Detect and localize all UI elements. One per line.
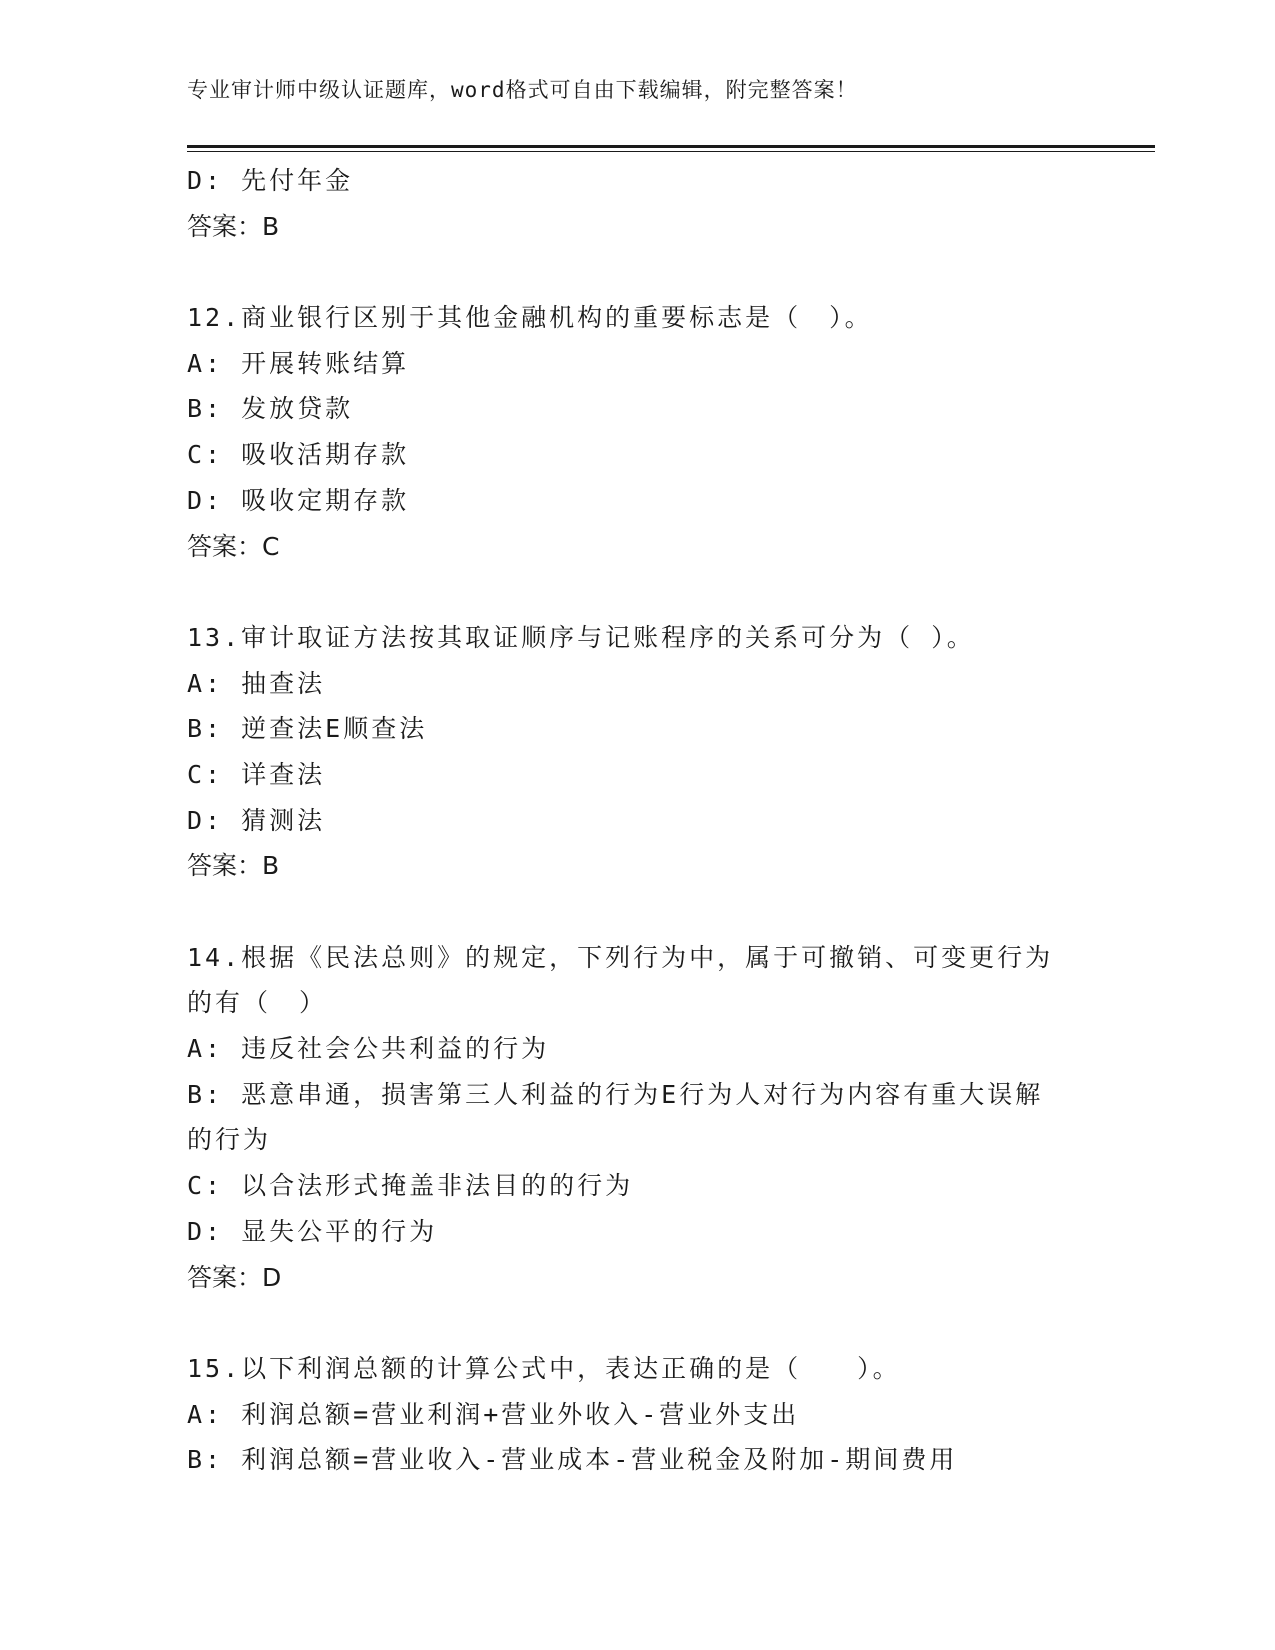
- spacer: [187, 249, 1087, 295]
- question-list: [187, 158, 1087, 1483]
- spacer: [187, 1300, 1087, 1346]
- option-line: D: 猜测法: [187, 805, 326, 835]
- answer-line: 答案：B: [187, 851, 280, 881]
- option-line: B: 恶意串通，损害第三人利益的行为E行为人对行为内容有重大误解: [187, 1079, 1044, 1109]
- spacer: [187, 889, 1087, 935]
- option-line: C: 以合法形式掩盖非法目的的行为: [187, 1171, 634, 1201]
- option-line: C: 详查法: [187, 759, 326, 789]
- option-line: A: 抽查法: [187, 668, 326, 698]
- question-14-line: 14.根据《民法总则》的规定，下列行为中，属于可撤销、可变更行为: [187, 942, 1054, 972]
- question-14-line-cont: 的有（ ）: [187, 988, 328, 1018]
- option-line: D: 吸收定期存款: [187, 485, 410, 515]
- option-line: A: 违反社会公共利益的行为: [187, 1034, 550, 1064]
- question-12-line: 12.商业银行区别于其他金融机构的重要标志是（ ）。: [187, 303, 873, 333]
- option-line: B: 利润总额=营业收入-营业成本-营业税金及附加-期间费用: [187, 1445, 958, 1475]
- header-rule-thin: [187, 151, 1155, 152]
- option-line: A: 开展转账结算: [187, 348, 410, 378]
- spacer: [187, 569, 1087, 615]
- option-line: D: 先付年金: [187, 166, 354, 195]
- answer-line: 答案：C: [187, 531, 280, 561]
- question-13-line: 13.审计取证方法按其取证顺序与记账程序的关系可分为（ ）。: [187, 622, 975, 652]
- option-line: A: 利润总额=营业利润+营业外收入-营业外支出: [187, 1399, 800, 1429]
- option-line: B: 发放贷款: [187, 394, 354, 424]
- question-15-line: 15.以下利润总额的计算公式中，表达正确的是（ ）。: [187, 1353, 901, 1383]
- option-line: D: 显失公平的行为: [187, 1216, 438, 1246]
- answer-line: 答案：D: [187, 1262, 282, 1292]
- page-header: 专业审计师中级认证题库，word格式可自由下载编辑，附完整答案！: [187, 78, 858, 102]
- header-rule-thick: [187, 145, 1155, 148]
- option-line: C: 吸收活期存款: [187, 440, 410, 470]
- answer-line: 答案：B: [187, 211, 280, 241]
- option-line-cont: 的行为: [187, 1125, 272, 1155]
- option-line: B: 逆查法E顺查法: [187, 714, 428, 744]
